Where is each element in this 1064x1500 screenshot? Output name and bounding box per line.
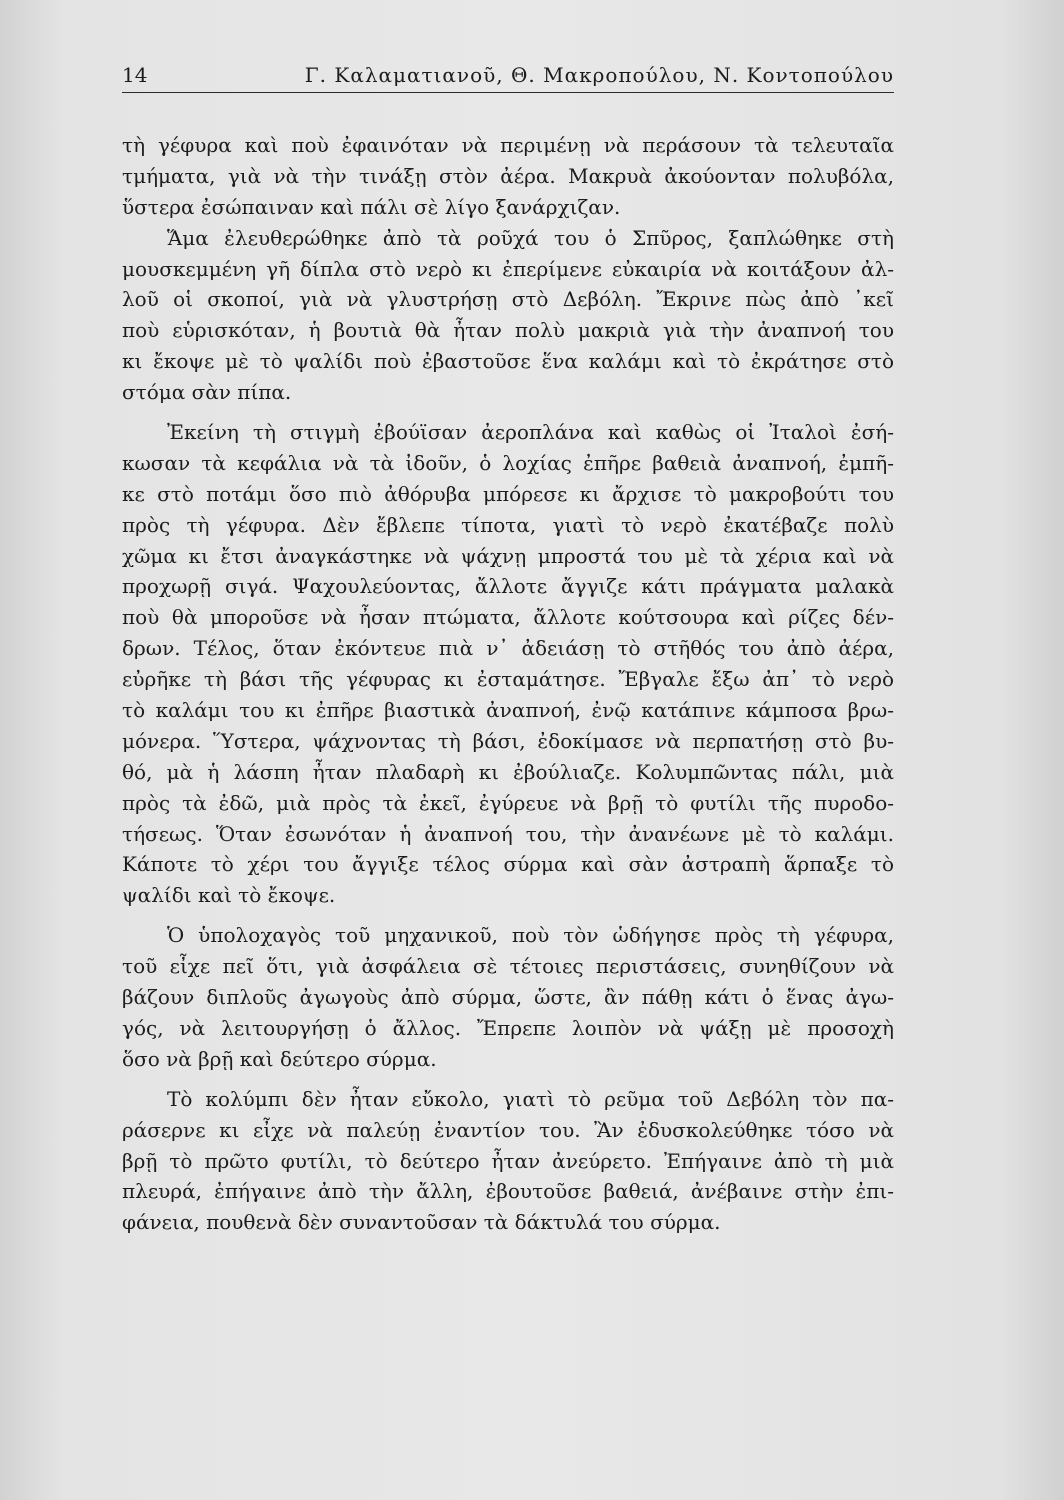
text-line: ποὺ θὰ μποροῦσε νὰ ἦσαν πτώματα, ἄλλοτε κούτσουρα καὶ ρίζες δέν- xyxy=(122,605,894,630)
text-line: μόνερα. Ὕστερα, ψάχνοντας τὴ βάσι, ἐδοκίμασε νὰ περπατήσῃ στὸ βυ- xyxy=(122,728,894,753)
text-line: γός, νὰ λειτουργήσῃ ὁ ἄλλος. Ἔπρεπε λοιπὸν νὰ ψάξῃ μὲ προσοχὴ xyxy=(122,1015,894,1040)
text-line: θό, μὰ ἡ λάσπη ἦταν πλαδαρὴ κι ἐβούλιαζε. Κολυμπῶντας πάλι, μιὰ xyxy=(122,759,894,784)
text-line: ψαλίδι καὶ τὸ ἔκοψε. xyxy=(122,883,336,908)
text-line: Ἐκείνη τὴ στιγμὴ ἐβούϊσαν ἀεροπλάνα καὶ καθὼς οἱ Ἰταλοὶ ἐσή- xyxy=(167,420,894,445)
text-line: στόμα σὰν πίπα. xyxy=(122,380,292,405)
paragraph xyxy=(122,920,894,1074)
text-line: ὅσο νὰ βρῇ καὶ δεύτερο σύρμα. xyxy=(122,1046,437,1071)
paragraph xyxy=(122,417,894,911)
text-line: φάνεια, πουθενὰ δὲν συναντοῦσαν τὰ δάκτυλά του σύρμα. xyxy=(122,1210,721,1235)
text-line: τοῦ εἶχε πεῖ ὅτι, γιὰ ἀσφάλεια σὲ τέτοιες περιστάσεις, συνηθίζουν νὰ xyxy=(122,954,894,979)
text-line: λοῦ οἱ σκοποί, γιὰ νὰ γλυστρήσῃ στὸ Δεβόλη. Ἔκρινε πὼς ἀπὸ ᾿κεῖ xyxy=(122,287,894,312)
text-line: ὕστερα ἐσώπαιναν καὶ πάλι σὲ λίγο ξανάρχιζαν. xyxy=(122,194,621,219)
body-text xyxy=(122,130,894,1238)
page-number: 14 xyxy=(122,63,148,87)
text-line: πρὸς τὰ ἐδῶ, μιὰ πρὸς τὰ ἐκεῖ, ἐγύρευε νὰ βρῇ τὸ φυτίλι τῆς πυροδο- xyxy=(122,790,894,815)
text-line: Ὁ ὑπολοχαγὸς τοῦ μηχανικοῦ, ποὺ τὸν ὡδήγησε πρὸς τὴ γέφυρα, xyxy=(167,923,894,948)
text-line: πρὸς τὴ γέφυρα. Δὲν ἔβλεπε τίποτα, γιατὶ τὸ νερὸ ἐκατέβαζε πολὺ xyxy=(122,512,894,537)
paragraph xyxy=(122,223,894,408)
paragraph-gap xyxy=(122,1075,894,1084)
text-line: εὐρῆκε τὴ βάσι τῆς γέφυρας κι ἐσταμάτησε. Ἔβγαλε ἔξω ἀπ᾿ τὸ νερὸ xyxy=(122,667,894,692)
paragraph xyxy=(122,1084,894,1238)
text-line: Τὸ κολύμπι δὲν ἦταν εὔκολο, γιατὶ τὸ ρεῦμα τοῦ Δεβόλη τὸν πα- xyxy=(167,1086,894,1111)
text-line: τὸ καλάμι του κι ἐπῆρε βιαστικὰ ἀναπνοή, ἐνῷ κατάπινε κάμποσα βρω- xyxy=(122,698,894,723)
paragraph xyxy=(122,130,894,223)
text-line: χῶμα κι ἔτσι ἀναγκάστηκε νὰ ψάχνῃ μπροστά του μὲ τὰ χέρια καὶ νὰ xyxy=(122,543,894,568)
paragraph-gap xyxy=(122,408,894,417)
text-line: βρῇ τὸ πρῶτο φυτίλι, τὸ δεύτερο ἦταν ἀνεύρετο. Ἐπήγαινε ἀπὸ τὴ μιὰ xyxy=(122,1148,894,1173)
text-line: μουσκεμμένη γῆ δίπλα στὸ νερὸ κι ἐπερίμενε εὐκαιρία νὰ κοιτάξουν ἀλ- xyxy=(122,256,894,281)
text-line: κε στὸ ποτάμι ὅσο πιὸ ἀθόρυβα μπόρεσε κι ἄρχισε τὸ μακροβούτι του xyxy=(122,481,894,506)
text-line: ποὺ εὑρισκόταν, ἡ βουτιὰ θὰ ἦταν πολὺ μακριὰ γιὰ τὴν ἀναπνοή του xyxy=(122,318,894,343)
text-line: τμήματα, γιὰ νὰ τὴν τινάξῃ στὸν ἀέρα. Μακρυὰ ἀκούονταν πολυβόλα, xyxy=(122,163,894,188)
text-line: Κάποτε τὸ χέρι του ἄγγιξε τέλος σύρμα καὶ σὰν ἀστραπὴ ἅρπαξε τὸ xyxy=(122,852,894,877)
running-head: Γ. Καλαματιανοῦ, Θ. Μακροπούλου, Ν. Κοντοπούλου xyxy=(304,63,894,87)
text-line: ράσερνε κι εἶχε νὰ παλεύῃ ἐναντίον του. Ἂν ἐδυσκολεύθηκε τόσο νὰ xyxy=(122,1117,894,1142)
text-line: προχωρῇ σιγά. Ψαχουλεύοντας, ἄλλοτε ἄγγιζε κάτι πράγματα μαλακὰ xyxy=(122,574,894,599)
text-line: τήσεως. Ὅταν ἐσωνόταν ἡ ἀναπνοή του, τὴν ἀνανέωνε μὲ τὸ καλάμι. xyxy=(122,821,894,846)
paragraph-gap xyxy=(122,911,894,920)
text-line: κωσαν τὰ κεφάλια νὰ τὰ ἰδοῦν, ὁ λοχίας ἐπῆρε βαθειὰ ἀναπνοή, ἐμπῆ- xyxy=(122,450,894,475)
text-line: τὴ γέφυρα καὶ ποὺ ἐφαινόταν νὰ περιμένῃ νὰ περάσουν τὰ τελευταῖα xyxy=(122,133,894,157)
text-line: κι ἔκοψε μὲ τὸ ψαλίδι ποὺ ἐβαστοῦσε ἕνα καλάμι καὶ τὸ ἐκράτησε στὸ xyxy=(122,349,894,374)
page-header xyxy=(122,62,894,93)
text-line: δρων. Τέλος, ὅταν ἐκόντευε πιὰ ν᾿ ἀδειάσῃ τὸ στῆθός του ἀπὸ ἀέρα, xyxy=(122,636,894,661)
text-line: πλευρά, ἐπήγαινε ἀπὸ τὴν ἄλλη, ἐβουτοῦσε βαθειά, ἀνέβαινε στὴν ἐπι- xyxy=(122,1179,894,1204)
text-line: βάζουν διπλοῦς ἀγωγοὺς ἀπὸ σύρμα, ὥστε, ἂν πάθῃ κάτι ὁ ἕνας ἀγω- xyxy=(122,985,894,1010)
text-line: Ἅμα ἐλευθερώθηκε ἀπὸ τὰ ροῦχά του ὁ Σπῦρος, ξαπλώθηκε στὴ xyxy=(167,225,894,250)
